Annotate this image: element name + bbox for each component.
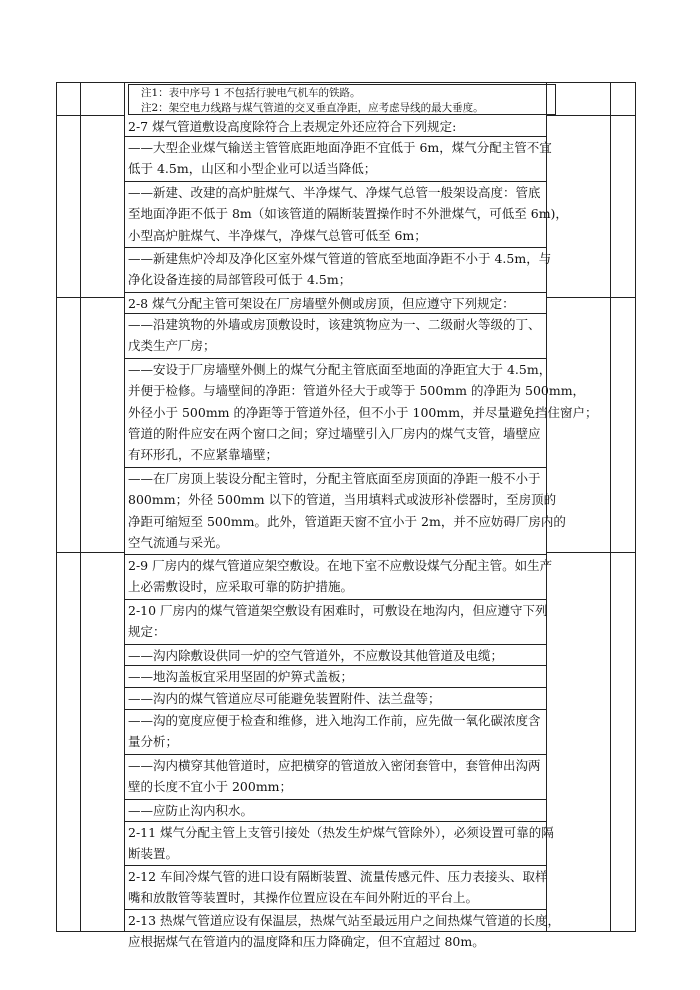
clause-text-line: 2-11 煤气分配主管上支管引接处（热发生炉煤气管除外），必须设置可靠的隔 bbox=[128, 825, 554, 840]
column-divider bbox=[610, 82, 611, 932]
clause-text-line: 至地面净距不低于 8m（如该管道的隔断装置操作时不外泄煤气，可低至 6m)， bbox=[128, 206, 568, 222]
row-divider bbox=[124, 754, 546, 755]
clause-text-line: 800mm；外径 500mm 以下的管道，当用填料式或波形补偿器时，至房顶的 bbox=[128, 492, 557, 508]
clause-text-line: 断装置。 bbox=[128, 846, 179, 862]
row-divider bbox=[124, 799, 546, 800]
clause-text-line: 2-12 车间冷煤气管的进口设有隔断装置、流量传感元件、压力表接头、取样 bbox=[128, 869, 548, 884]
clause-text-line: 并便于检修。与墙壁间的净距：管道外径大于或等于 500mm 的净距为 500mm， bbox=[128, 383, 586, 399]
group-divider bbox=[546, 115, 636, 116]
clause-text-line: 空气流通与采光。 bbox=[128, 534, 229, 550]
group-divider bbox=[56, 552, 124, 553]
row-divider bbox=[124, 644, 546, 645]
clause-text-line: ——沟内的煤气管道应尽可能避免装置附件、法兰盘等； bbox=[128, 691, 441, 706]
row-divider bbox=[124, 709, 546, 710]
row-divider bbox=[124, 687, 546, 688]
clause-text-line: 嘴和放散管等装置时，其操作位置应设在车间外附近的平台上。 bbox=[128, 890, 479, 906]
clause-text-line: ——沿建筑物的外墙或房顶敷设时，该建筑物应为一、二级耐火等级的丁、 bbox=[128, 317, 541, 332]
clause-text-line: ——安设于厂房墙壁外侧上的煤气分配主管底面至地面的净距宜大于 4.5m， bbox=[128, 362, 552, 377]
clause-text-line: 2-8 煤气分配主管可架设在厂房墙壁外侧或房顶，但应遵守下列规定： bbox=[128, 296, 515, 311]
row-divider bbox=[124, 554, 546, 555]
note-line: 注1：表中序号 1 不包括行驶电气机车的铁路。 bbox=[141, 87, 361, 99]
clause-text-line: ——沟内除敷设供同一炉的空气管道外，不应敷设其他管道及电缆； bbox=[128, 648, 504, 663]
clause-text-line: ——新建焦炉冷却及净化区室外煤气管道的管底至地面净距不小于 4.5m，与 bbox=[128, 251, 552, 266]
row-divider bbox=[124, 292, 546, 293]
clause-text-line: 低于 4.5m，山区和小型企业可以适当降低； bbox=[128, 161, 377, 177]
clause-text-line: 外径小于 500mm 的净距等于管道外径，但不小于 100mm，并尽量避免挡住窗户； bbox=[128, 404, 598, 420]
clause-text-line: 2-9 厂房内的煤气管道应架空敷设。在地下室不应敷设煤气分配主管。如生产 bbox=[128, 558, 553, 573]
clause-text-line: ——沟内横穿其他管道时，应把横穿的管道放入密闭套管中，套管伸出沟两 bbox=[128, 758, 541, 773]
clause-text-line: 2-7 煤气管道敷设高度除符合上表规定外还应符合下列规定: bbox=[128, 119, 457, 134]
clause-text-line: ——在厂房顶上装设分配主管时，分配主管底面至房顶面的净距一般不小于 bbox=[128, 471, 541, 486]
group-divider bbox=[56, 115, 124, 116]
clause-text-line: 2-10 厂房内的煤气管道架空敷设有困难时，可敷设在地沟内，但应遵守下列 bbox=[128, 603, 548, 618]
group-divider bbox=[546, 297, 636, 298]
clause-text-line: 净化设备连接的局部管段可低于 4.5m； bbox=[128, 272, 352, 288]
row-divider bbox=[124, 909, 546, 910]
column-divider bbox=[80, 82, 81, 932]
group-divider bbox=[56, 297, 124, 298]
row-divider bbox=[124, 136, 546, 137]
row-divider bbox=[124, 467, 546, 468]
clause-text-line: 规定： bbox=[128, 624, 166, 640]
row-divider bbox=[124, 247, 546, 248]
notes-box bbox=[128, 84, 556, 115]
group-divider bbox=[546, 552, 636, 553]
clause-text-line: 有环形孔，不应紧靠墙壁； bbox=[128, 447, 279, 463]
clause-text-line: 上必需敷设时，应采取可靠的防护措施。 bbox=[128, 579, 354, 595]
checklist-table bbox=[56, 82, 636, 950]
clause-text-line: ——大型企业煤气输送主管管底距地面净距不宜低于 6m，煤气分配主管不宜 bbox=[128, 140, 552, 155]
clause-text-line: ——新建、改建的高炉脏煤气、半净煤气、净煤气总管一般架设高度：管底 bbox=[128, 185, 541, 200]
clause-text-line: 小型高炉脏煤气、半净煤气，净煤气总管可低至 6m； bbox=[128, 227, 427, 243]
row-divider bbox=[124, 358, 546, 359]
row-divider bbox=[124, 665, 546, 666]
clause-text-line: 壁的长度不宜小于 200mm； bbox=[128, 779, 293, 795]
row-divider bbox=[124, 599, 546, 600]
row-divider bbox=[124, 181, 546, 182]
clause-text-line: 2-13 热煤气管道应设有保温层，热煤气站至最远用户之间热煤气管道的长度， bbox=[128, 913, 561, 928]
clause-text-line: ——应防止沟内积水。 bbox=[128, 803, 254, 818]
clause-text-line: ——地沟盖板宜采用坚固的炉箅式盖板； bbox=[128, 669, 354, 684]
row-divider bbox=[124, 865, 546, 866]
column-divider bbox=[124, 82, 125, 932]
clause-text-line: 净距可缩短至 500mm。此外，管道距天窗不宜小于 2m，并不应妨碍厂房内的 bbox=[128, 513, 566, 529]
clause-text-line: 量分析； bbox=[128, 734, 179, 750]
clause-text-line: ——沟的宽度应便于检查和维修，进入地沟工作前，应先做一氧化碳浓度含 bbox=[128, 713, 541, 728]
clause-text-line: 戊类生产厂房； bbox=[128, 338, 216, 354]
clause-text-line: 应根据煤气在管道内的温度降和压力降确定，但不宜超过 80m。 bbox=[128, 934, 485, 950]
clause-text-line: 管道的附件应安在两个窗口之间；穿过墙壁引入厂房内的煤气支管，墙壁应 bbox=[128, 425, 541, 441]
row-divider bbox=[124, 313, 546, 314]
row-divider bbox=[124, 821, 546, 822]
note-line: 注2：架空电力线路与煤气管道的交叉垂直净距，应考虑导线的最大垂度。 bbox=[141, 102, 484, 114]
